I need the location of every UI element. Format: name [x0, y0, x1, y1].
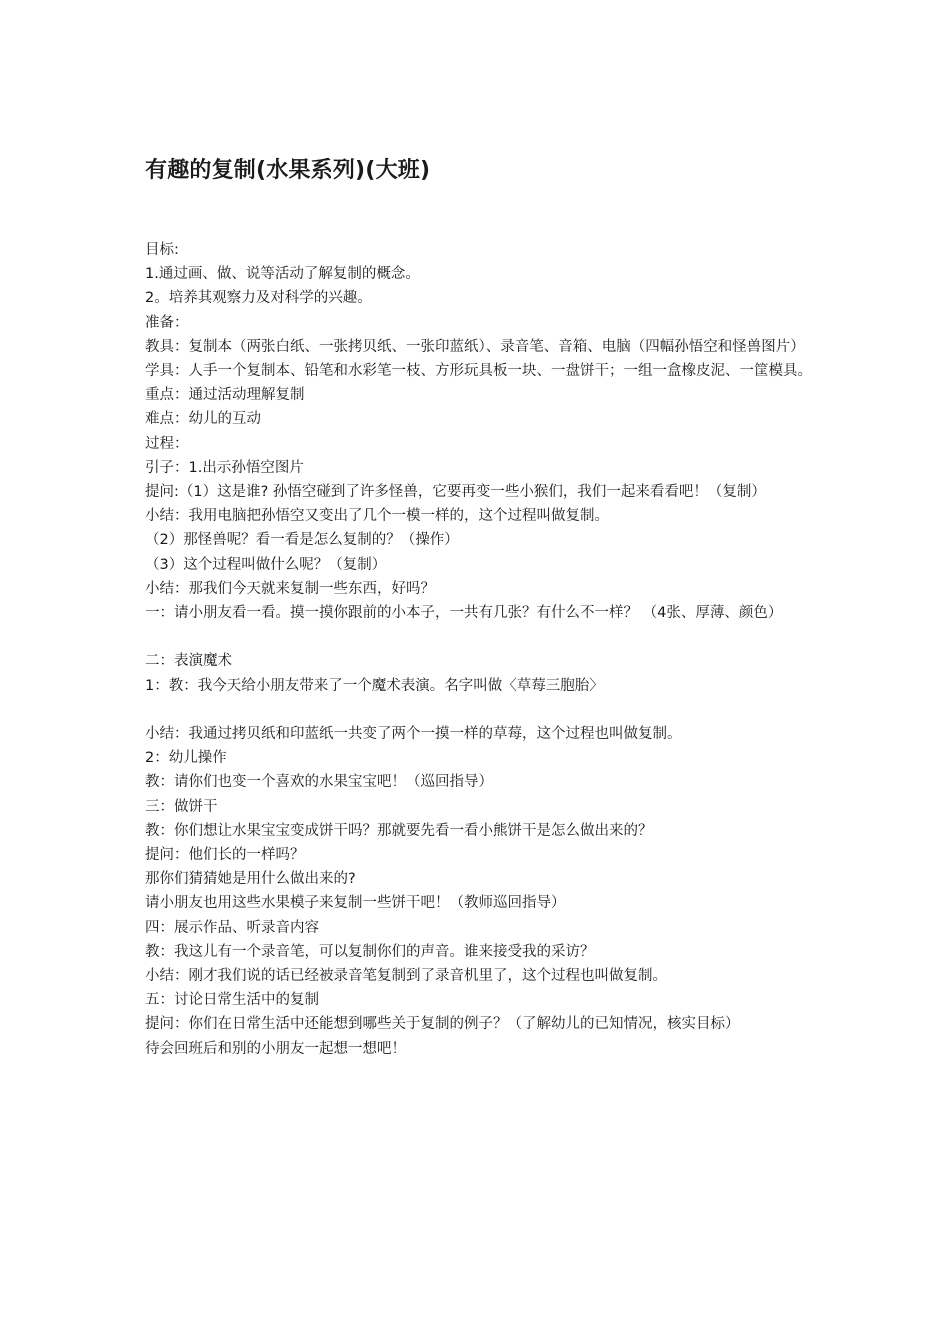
body-line: 请小朋友也用这些水果模子来复制一些饼干吧！（教师巡回指导）	[145, 895, 566, 912]
body-line: 重点：通过活动理解复制	[145, 387, 305, 404]
body-line: 二：表演魔术	[145, 653, 232, 670]
body-line: 五：讨论日常生活中的复制	[145, 992, 319, 1009]
body-line: 教：我这儿有一个录音笔，可以复制你们的声音。谁来接受我的采访？	[145, 943, 595, 960]
body-line: 提问:（1）这是谁? 孙悟空碰到了许多怪兽，它要再变一些小猴们，我们一起来看看吧！（复制）	[145, 484, 766, 501]
body-line: 学具：人手一个复制本、铅笔和水彩笔一枝、方形玩具板一块、一盘饼干；一组一盒橡皮泥、一筐模具。	[145, 363, 812, 380]
body-line: 提问：他们长的一样吗？	[145, 847, 305, 864]
body-line: 小结：我用电脑把孙悟空又变出了几个一模一样的，这个过程叫做复制。	[145, 508, 609, 525]
body-line: 2：幼儿操作	[145, 750, 227, 767]
body-line: 待会回班后和别的小朋友一起想一想吧！	[145, 1040, 406, 1057]
body-line: 那你们猜猜她是用什么做出来的?	[145, 871, 356, 888]
body-line: 教：你们想让水果宝宝变成饼干吗？那就要先看一看小熊饼干是怎么做出来的？	[145, 822, 653, 839]
blank-line	[145, 625, 815, 649]
body-line: （2）那怪兽呢？看一看是怎么复制的？（操作）	[145, 532, 459, 549]
body-line: 1：教：我今天给小朋友带来了一个魔术表演。名字叫做〈草莓三胞胎〉	[145, 677, 604, 694]
body-line: 准备：	[145, 314, 189, 331]
body-line: 一：请小朋友看一看。摸一摸你跟前的小本子，一共有几张？有什么不一样？ （4张、厚薄、颜色）	[145, 605, 783, 622]
body-line: 教：请你们也变一个喜欢的水果宝宝吧！（巡回指导）	[145, 774, 493, 791]
body-line: 四：展示作品、听录音内容	[145, 919, 319, 936]
document-body	[145, 238, 815, 1061]
body-line: 小结：那我们今天就来复制一些东西，好吗？	[145, 580, 435, 597]
blank-line	[145, 698, 815, 722]
body-line: 1.通过画、做、说等活动了解复制的概念。	[145, 266, 420, 283]
body-line: （3）这个过程叫做什么呢？（复制）	[145, 556, 387, 573]
body-line: 引子：1.出示孙悟空图片	[145, 459, 304, 476]
body-line: 提问：你们在日常生活中还能想到哪些关于复制的例子？（了解幼儿的已知情况，核实目标）	[145, 1016, 740, 1033]
document-title: 有趣的复制(水果系列)(大班)	[145, 158, 431, 183]
body-line: 教具：复制本（两张白纸、一张拷贝纸、一张印蓝纸）、录音笔、音箱、电脑（四幅孙悟空和怪兽图片）	[145, 338, 805, 355]
body-line: 目标:	[145, 242, 179, 258]
body-line: 三：做饼干	[145, 798, 218, 815]
body-line: 难点：幼儿的互动	[145, 411, 261, 428]
body-line: 小结：我通过拷贝纸和印蓝纸一共变了两个一摸一样的草莓，这个过程也叫做复制。	[145, 726, 682, 743]
body-line: 2。培养其观察力及对科学的兴趣。	[145, 290, 372, 307]
body-line: 过程：	[145, 435, 189, 452]
body-line: 小结：刚才我们说的话已经被录音笔复制到了录音机里了，这个过程也叫做复制。	[145, 968, 667, 985]
